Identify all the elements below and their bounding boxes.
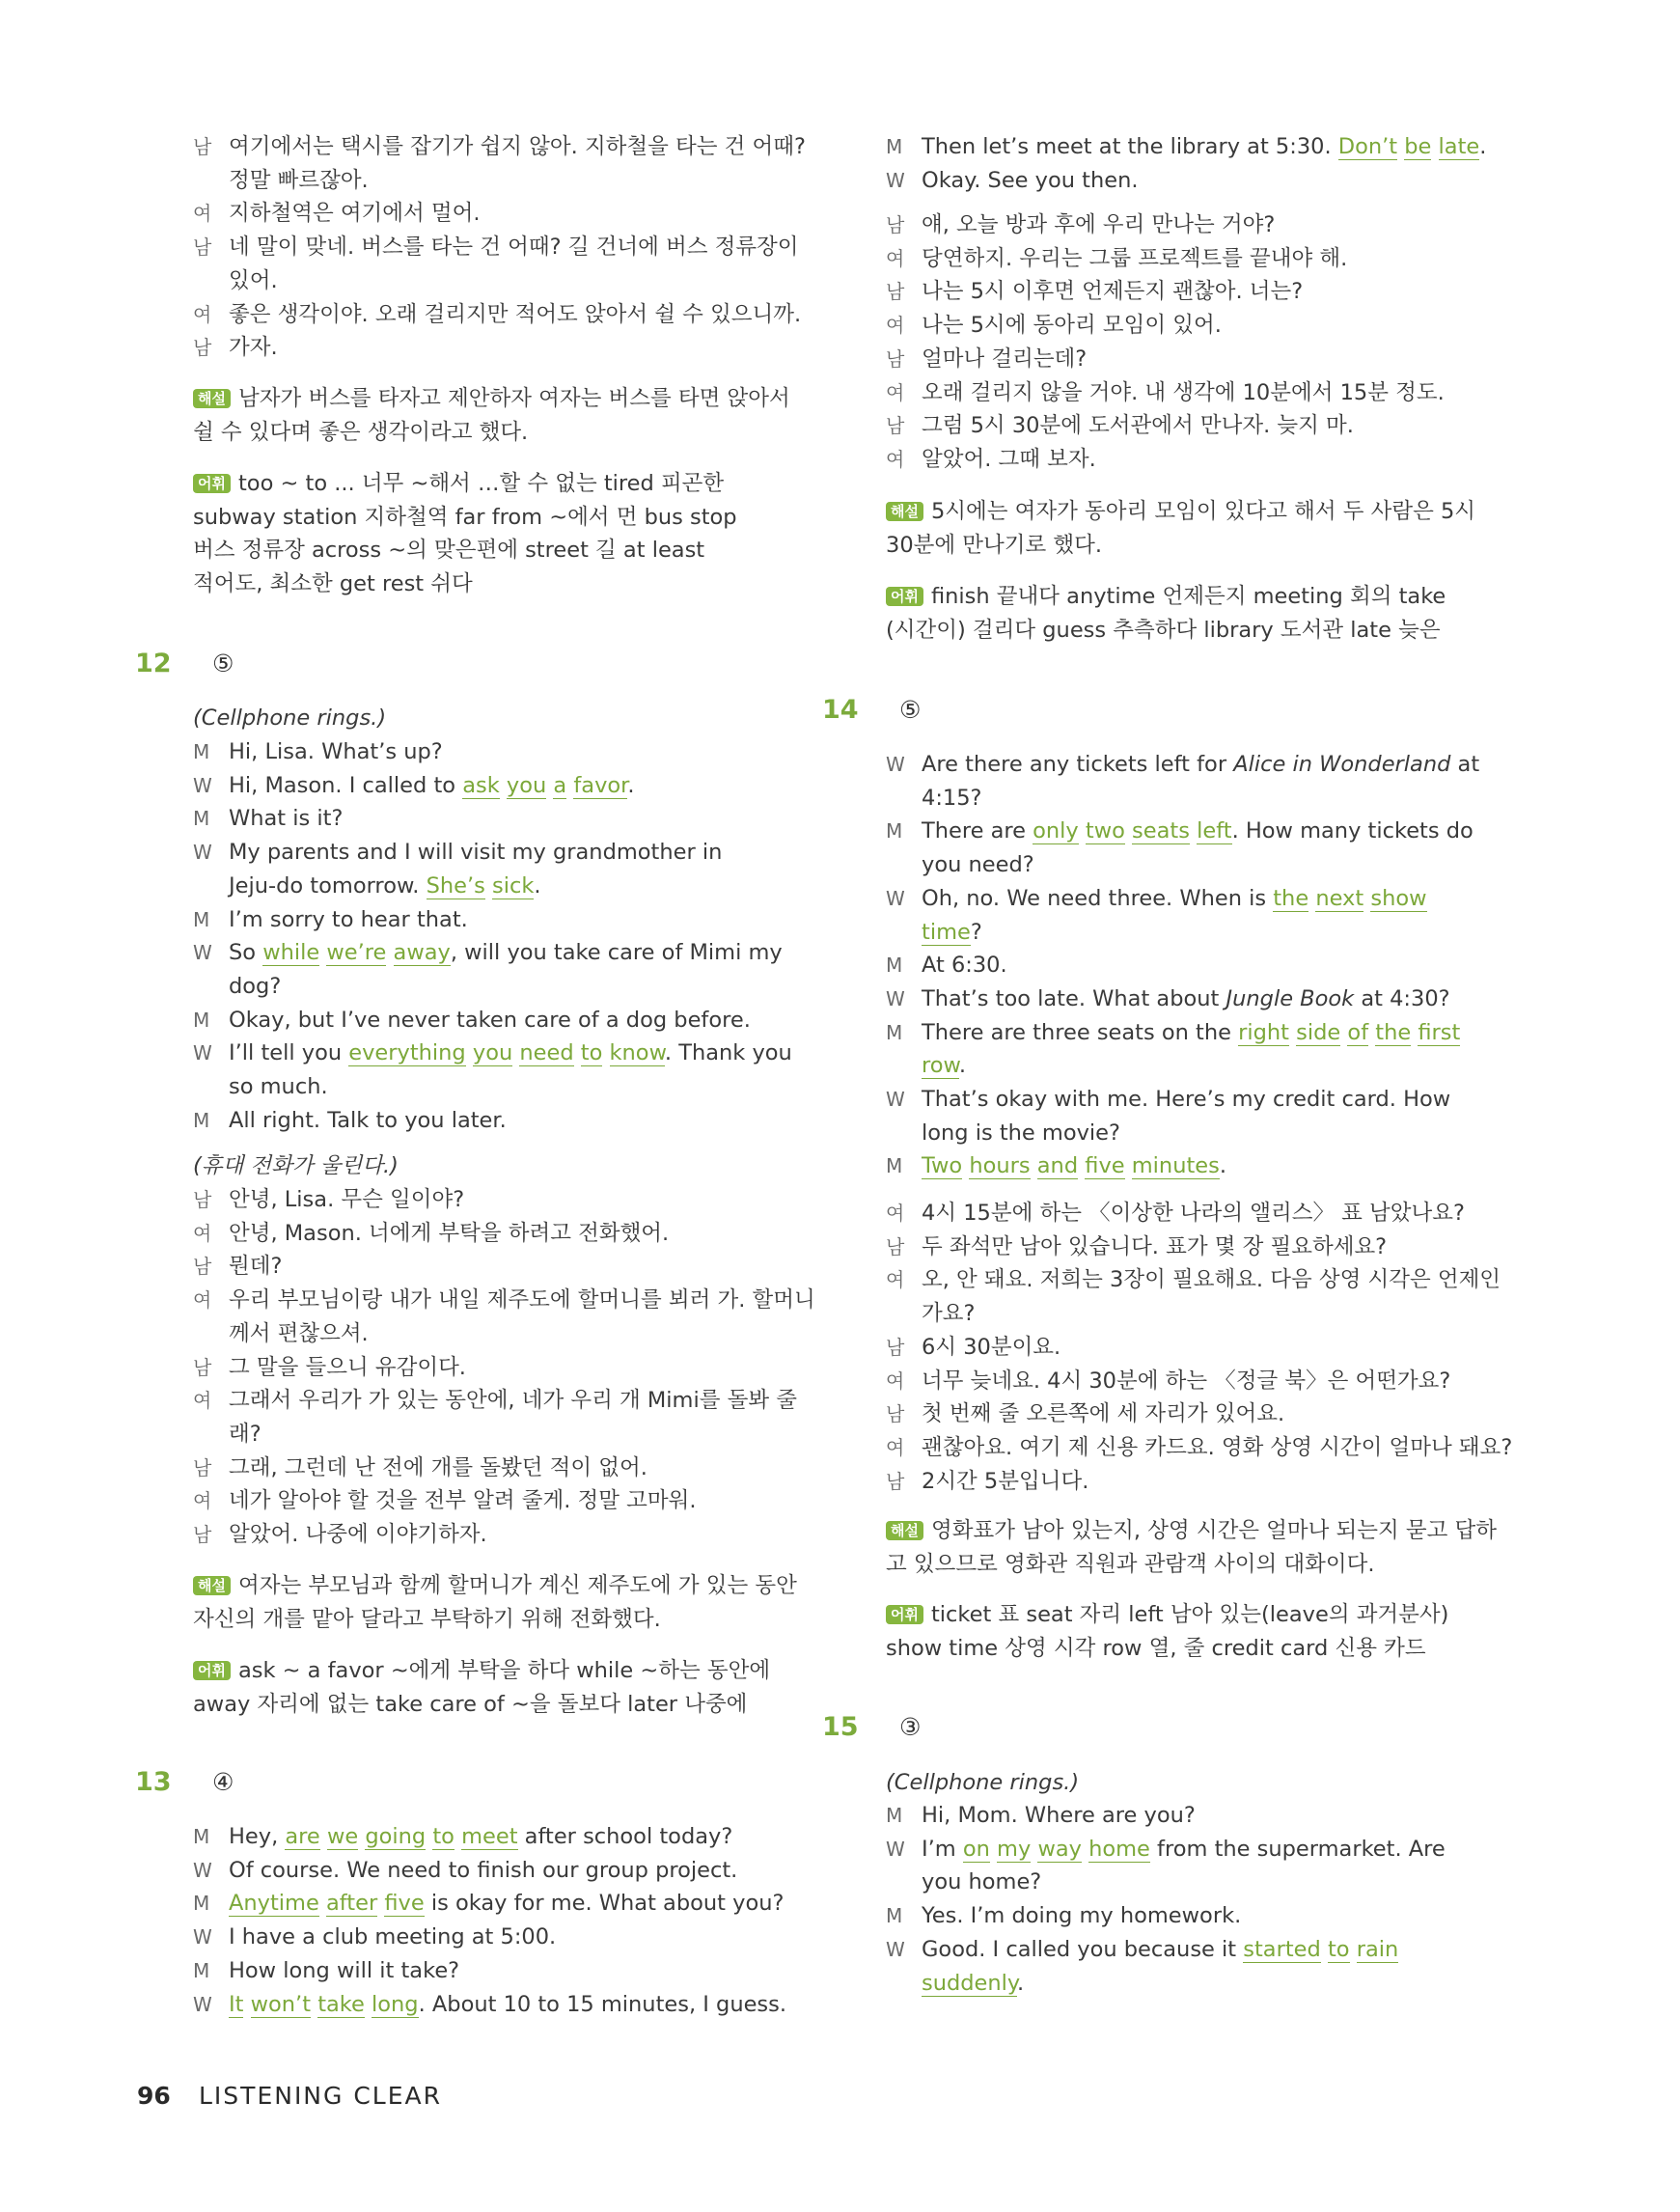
speaker-label: W xyxy=(193,941,212,965)
speaker-label: M xyxy=(193,807,210,831)
speaker-label: W xyxy=(886,753,905,776)
answer-blank-word: know xyxy=(609,1040,665,1066)
speaker-label: 남 xyxy=(193,1255,212,1279)
question-12-answer: ⑤ xyxy=(212,650,234,677)
answer-blank-word: to xyxy=(1327,1936,1350,1962)
speaker-label: W xyxy=(886,986,905,1010)
answer-blank-word: favor xyxy=(573,772,628,798)
vocabulary: 버스 정류장 across ~의 맞은편에 street 길 at least xyxy=(193,538,705,564)
line-text: 지하철역은 여기에서 멀어. xyxy=(229,201,481,227)
answer-blank-word: late xyxy=(1438,134,1480,159)
answer-blank-word: ask xyxy=(462,772,500,798)
answer-blank-word: everything xyxy=(348,1040,466,1066)
speaker-label: W xyxy=(193,773,212,797)
vocabulary: subway station 지하철역 far from ~에서 먼 bus stop xyxy=(193,504,737,530)
answer-blank-word: minutes xyxy=(1131,1153,1220,1179)
line-text: 4시 15분에 하는 〈이상한 나라의 앨리스〉 표 남았나요? xyxy=(922,1201,1465,1226)
explanation: 30분에 만나기로 했다. xyxy=(886,532,1102,558)
answer-blank-word: rain xyxy=(1356,1936,1399,1962)
line-text: 알았어. 그때 보자. xyxy=(922,446,1096,472)
line-text: My parents and I will visit my grandmother in xyxy=(229,840,723,866)
explanation: 고 있으므로 영화관 직원과 관람객 사이의 대화이다. xyxy=(886,1551,1375,1577)
question-14-number: 14 xyxy=(822,695,859,725)
line-text: Two hours and five minutes. xyxy=(922,1153,1226,1179)
line-text: What is it? xyxy=(229,806,344,832)
question-13-number: 13 xyxy=(135,1767,172,1797)
speaker-label: 남 xyxy=(193,1355,212,1379)
line-text: I have a club meeting at 5:00. xyxy=(229,1924,557,1950)
vocabulary-badge: 어휘 xyxy=(193,1661,231,1680)
answer-blank-word: my xyxy=(997,1836,1032,1862)
speaker-label: 여 xyxy=(886,1202,905,1225)
question-13-answer: ④ xyxy=(212,1768,234,1796)
vocabulary: 어휘 too ~ to ... 너무 ~해서 …할 수 없는 tired 피곤한 xyxy=(193,469,724,498)
line-text: time? xyxy=(922,919,982,945)
speaker-label: 여 xyxy=(193,1489,212,1513)
line-text: Then let’s meet at the library at 5:30. Don’t be late. xyxy=(922,134,1487,159)
italic-title: Jungle Book xyxy=(1226,985,1355,1011)
line-text: 정말 빠르잖아. xyxy=(229,167,369,193)
speaker-label: W xyxy=(886,1837,905,1861)
line-text: 얘, 오늘 방과 후에 우리 만나는 거야? xyxy=(922,212,1276,237)
line-text: 가요? xyxy=(922,1301,976,1327)
explanation: 해설 영화표가 남아 있는지, 상영 시간은 얼마나 되는지 묻고 답하 xyxy=(886,1516,1497,1545)
stage-direction: (Cellphone rings.) xyxy=(886,1770,1080,1795)
line-text: I’m sorry to hear that. xyxy=(229,906,468,932)
speaker-label: 여 xyxy=(886,1369,905,1393)
speaker-label: M xyxy=(886,1154,903,1178)
speaker-label: W xyxy=(193,841,212,865)
answer-blank-word: started xyxy=(1243,1936,1321,1962)
line-text: 오래 걸리지 않을 거야. 내 생각에 10분에서 15분 정도. xyxy=(922,379,1445,405)
answer-blank-word: side xyxy=(1296,1019,1341,1045)
speaker-label: M xyxy=(886,954,903,978)
answer-blank-word: She’s xyxy=(426,872,485,899)
line-text: long is the movie? xyxy=(922,1120,1120,1146)
line-text: 첫 번째 줄 오른쪽에 세 자리가 있어요. xyxy=(922,1401,1285,1427)
answer-blank-word: the xyxy=(1273,885,1309,911)
answer-blank-word: It xyxy=(229,1991,244,2017)
vocabulary: 어휘 ask ~ a favor ~에게 부탁을 하다 while ~하는 동안에 xyxy=(193,1656,770,1685)
speaker-label: 남 xyxy=(886,280,905,304)
italic-title: Alice in Wonderland xyxy=(1233,752,1451,777)
line-text: 께서 편찮으셔. xyxy=(229,1320,369,1346)
speaker-label: 여 xyxy=(886,314,905,338)
speaker-label: 여 xyxy=(886,380,905,404)
answer-blank-word: need xyxy=(519,1040,574,1066)
line-text: 6시 30분이요. xyxy=(922,1334,1061,1360)
speaker-label: 여 xyxy=(886,1268,905,1292)
book-title: LISTENING CLEAR xyxy=(199,2082,442,2110)
answer-blank-word: Anytime xyxy=(229,1891,319,1917)
answer-blank-word: after xyxy=(325,1891,378,1917)
answer-blank-word: you xyxy=(506,772,547,798)
answer-blank-word: to xyxy=(580,1040,603,1066)
answer-blank-word: hours xyxy=(969,1153,1031,1179)
answer-blank-word: five xyxy=(1085,1153,1125,1179)
speaker-label: 남 xyxy=(193,1523,212,1546)
answer-blank-word: two xyxy=(1085,818,1125,844)
line-text: 2시간 5분입니다. xyxy=(922,1468,1089,1494)
line-text: 그래, 그런데 난 전에 개를 돌봤던 적이 없어. xyxy=(229,1454,647,1480)
speaker-label: W xyxy=(886,1088,905,1111)
page-number: 96 xyxy=(137,2082,171,2110)
speaker-label: M xyxy=(886,1804,903,1827)
explanation: 해설 남자가 버스를 타자고 제안하자 여자는 버스를 타면 앉아서 xyxy=(193,384,790,413)
answer-blank-word: suddenly xyxy=(922,1970,1018,1996)
speaker-label: 남 xyxy=(886,1335,905,1359)
speaker-label: 여 xyxy=(193,1389,212,1413)
answer-blank-word: Don’t xyxy=(1337,134,1398,159)
line-text: I’m on my way home from the supermarket. Are xyxy=(922,1836,1446,1862)
answer-blank-word: on xyxy=(962,1836,990,1862)
stage-direction: (Cellphone rings.) xyxy=(193,705,387,731)
line-text: Anytime after five is okay for me. What about you? xyxy=(229,1891,785,1917)
answer-blank-word: five xyxy=(384,1891,425,1917)
line-text: That’s okay with me. Here’s my credit card. How xyxy=(922,1087,1451,1112)
line-text: Hey, are we going to meet after school today? xyxy=(229,1824,733,1849)
line-text: 우리 부모님이랑 내가 내일 제주도에 할머니를 뵈러 가. 할머니 xyxy=(229,1287,815,1313)
speaker-label: M xyxy=(886,1020,903,1044)
line-text: 안녕, Lisa. 무슨 일이야? xyxy=(229,1187,465,1212)
line-text: 좋은 생각이야. 오래 걸리지만 적어도 앉아서 쉴 수 있으니까. xyxy=(229,301,802,327)
line-text: Hi, Mason. I called to ask you a favor. xyxy=(229,772,635,798)
line-text: 너무 늦네요. 4시 30분에 하는 〈정글 북〉은 어떤가요? xyxy=(922,1368,1451,1394)
answer-blank-word: meet xyxy=(461,1824,518,1849)
speaker-label: M xyxy=(193,1108,210,1132)
line-text: Jeju-do tomorrow. She’s sick. xyxy=(229,872,541,899)
explanation-badge: 해설 xyxy=(193,1576,231,1595)
speaker-label: 남 xyxy=(886,1402,905,1426)
explanation-badge: 해설 xyxy=(886,502,923,521)
vocabulary-badge: 어휘 xyxy=(886,1605,923,1624)
answer-blank-word: of xyxy=(1347,1019,1369,1045)
question-12-number: 12 xyxy=(135,649,172,678)
line-text: 여기에서는 택시를 잡기가 쉽지 않아. 지하철을 타는 건 어때? xyxy=(229,134,806,159)
speaker-label: M xyxy=(886,135,903,158)
answer-blank-word: while xyxy=(262,940,320,966)
stage-direction-ko: (휴대 전화가 울린다.) xyxy=(193,1153,399,1178)
vocabulary: away 자리에 없는 take care of ~을 돌보다 later 나중에 xyxy=(193,1691,748,1717)
answer-blank-word: take xyxy=(317,1991,365,2017)
line-text: 네 말이 맞네. 버스를 타는 건 어때? 길 건너에 버스 정류장이 xyxy=(229,235,799,261)
answer-blank-word: sick xyxy=(492,872,535,899)
speaker-label: M xyxy=(193,1825,210,1848)
explanation: 자신의 개를 맡아 달라고 부탁하기 위해 전화했다. xyxy=(193,1606,661,1632)
speaker-label: M xyxy=(193,1958,210,1982)
answer-blank-word: we’re xyxy=(326,940,387,966)
speaker-label: W xyxy=(886,168,905,192)
speaker-label: M xyxy=(193,1008,210,1032)
speaker-label: 남 xyxy=(886,1234,905,1258)
speaker-label: M xyxy=(193,740,210,763)
speaker-label: 여 xyxy=(886,246,905,270)
speaker-label: M xyxy=(193,907,210,931)
line-text: Of course. We need to finish our group project. xyxy=(229,1857,738,1883)
line-text: 4:15? xyxy=(922,785,982,811)
speaker-label: 남 xyxy=(193,1188,212,1211)
answer-blank-word: Two xyxy=(922,1153,963,1179)
answer-blank-word: next xyxy=(1315,885,1364,911)
vocabulary-badge: 어휘 xyxy=(886,587,923,606)
speaker-label: W xyxy=(193,1925,212,1949)
vocabulary-badge: 어휘 xyxy=(193,474,231,493)
speaker-label: 여 xyxy=(193,1221,212,1245)
line-text: Okay, but I’ve never taken care of a dog before. xyxy=(229,1007,751,1033)
line-text: suddenly. xyxy=(922,1970,1025,1996)
line-text: row. xyxy=(922,1053,967,1079)
answer-blank-word: way xyxy=(1037,1836,1082,1862)
speaker-label: 남 xyxy=(193,336,212,360)
answer-blank-word: right xyxy=(1238,1019,1289,1045)
line-text: Good. I called you because it started to rain xyxy=(922,1936,1399,1962)
speaker-label: 남 xyxy=(193,1455,212,1479)
line-text: 나는 5시에 동아리 모임이 있어. xyxy=(922,313,1222,339)
speaker-label: W xyxy=(193,1041,212,1065)
line-text: so much. xyxy=(229,1074,328,1099)
answer-blank-word: you xyxy=(472,1040,513,1066)
speaker-label: 여 xyxy=(886,447,905,471)
line-text: 가자. xyxy=(229,335,278,361)
answer-blank-word: to xyxy=(432,1824,454,1849)
answer-blank-word: and xyxy=(1036,1153,1079,1179)
speaker-label: 여 xyxy=(193,302,212,326)
explanation: 해설 5시에는 여자가 동아리 모임이 있다고 해서 두 사람은 5시 xyxy=(886,497,1475,526)
question-15-number: 15 xyxy=(822,1712,859,1742)
line-text: It won’t take long. About 10 to 15 minutes, I guess. xyxy=(229,1991,787,2017)
line-text: Are there any tickets left for Alice in Wonderland at xyxy=(922,752,1480,777)
line-text: 그래서 우리가 가 있는 동안에, 네가 우리 개 Mimi를 돌봐 줄 xyxy=(229,1388,797,1414)
line-text: dog? xyxy=(229,973,282,999)
line-text: 나는 5시 이후면 언제든지 괜찮아. 너는? xyxy=(922,279,1304,305)
answer-blank-word: a xyxy=(553,772,567,798)
answer-blank-word: the xyxy=(1375,1019,1412,1045)
vocabulary: show time 상영 시각 row 열, 줄 credit card 신용 카드 xyxy=(886,1635,1426,1661)
speaker-label: W xyxy=(886,1937,905,1961)
explanation-badge: 해설 xyxy=(886,1521,923,1540)
line-text: 네가 알아야 할 것을 전부 알려 줄게. 정말 고마워. xyxy=(229,1488,697,1514)
answer-blank-word: row xyxy=(922,1053,959,1079)
line-text: you home? xyxy=(922,1869,1042,1895)
line-text: 얼마나 걸리는데? xyxy=(922,346,1088,372)
line-text: Hi, Mom. Where are you? xyxy=(922,1803,1196,1828)
vocabulary: 어휘 ticket 표 seat 자리 left 남아 있는(leave의 과거분사) xyxy=(886,1600,1448,1629)
line-text: 있어. xyxy=(229,267,278,293)
speaker-label: W xyxy=(886,886,905,910)
line-text: 오, 안 돼요. 저희는 3장이 필요해요. 다음 상영 시각은 언제인 xyxy=(922,1267,1501,1293)
line-text: At 6:30. xyxy=(922,953,1007,979)
vocabulary: 적어도, 최소한 get rest 쉬다 xyxy=(193,571,473,597)
explanation-badge: 해설 xyxy=(193,389,231,408)
line-text: 그 말을 들으니 유감이다. xyxy=(229,1354,466,1380)
speaker-label: 남 xyxy=(193,235,212,260)
line-text: I’ll tell you everything you need to know. Thank you xyxy=(229,1040,792,1066)
answer-blank-word: are xyxy=(285,1824,320,1849)
speaker-label: 여 xyxy=(193,202,212,226)
explanation: 쉴 수 있다며 좋은 생각이라고 했다. xyxy=(193,419,529,445)
answer-blank-word: we xyxy=(326,1824,359,1849)
speaker-label: 남 xyxy=(886,213,905,236)
question-14-answer: ⑤ xyxy=(899,696,922,724)
answer-blank-word: show xyxy=(1370,885,1427,911)
answer-blank-word: won’t xyxy=(250,1991,312,2017)
speaker-label: W xyxy=(193,1992,212,2016)
speaker-label: M xyxy=(886,819,903,843)
line-text: That’s too late. What about Jungle Book at 4:30? xyxy=(922,985,1450,1011)
answer-blank-word: only xyxy=(1033,818,1079,844)
line-text: 래? xyxy=(229,1421,262,1447)
answer-blank-word: first xyxy=(1418,1019,1461,1045)
vocabulary: (시간이) 걸리다 guess 추측하다 library 도서관 late 늦은 xyxy=(886,617,1441,643)
line-text: you need? xyxy=(922,852,1034,878)
line-text: 안녕, Mason. 너에게 부탁을 하려고 전화했어. xyxy=(229,1220,670,1246)
line-text: There are only two seats left. How many tickets do xyxy=(922,818,1473,844)
line-text: So while we’re away, will you take care of Mimi my xyxy=(229,940,783,966)
line-text: 당연하지. 우리는 그룹 프로젝트를 끝내야 해. xyxy=(922,245,1348,271)
speaker-label: 남 xyxy=(886,346,905,371)
answer-blank-word: long xyxy=(372,1991,419,2017)
answer-blank-word: be xyxy=(1404,134,1432,159)
answer-blank-word: time xyxy=(922,919,971,945)
vocabulary: 어휘 finish 끝내다 anytime 언제든지 meeting 회의 take xyxy=(886,582,1446,611)
line-text: Okay. See you then. xyxy=(922,167,1139,193)
speaker-label: 여 xyxy=(193,1288,212,1313)
answer-blank-word: away xyxy=(393,940,451,966)
speaker-label: 여 xyxy=(886,1435,905,1459)
speaker-label: M xyxy=(886,1904,903,1928)
line-text: All right. Talk to you later. xyxy=(229,1107,507,1133)
speaker-label: M xyxy=(193,1892,210,1916)
explanation: 해설 여자는 부모님과 함께 할머니가 계신 제주도에 가 있는 동안 xyxy=(193,1571,797,1600)
line-text: Oh, no. We need three. When is the next show xyxy=(922,885,1427,911)
answer-blank-word: seats xyxy=(1132,818,1190,844)
line-text: 알았어. 나중에 이야기하자. xyxy=(229,1522,487,1547)
speaker-label: 남 xyxy=(193,135,212,158)
speaker-label: 남 xyxy=(886,414,905,438)
question-15-answer: ③ xyxy=(899,1713,922,1741)
answer-blank-word: left xyxy=(1197,818,1232,844)
line-text: Yes. I’m doing my homework. xyxy=(922,1903,1242,1929)
answer-blank-word: going xyxy=(365,1824,427,1849)
line-text: How long will it take? xyxy=(229,1957,460,1983)
speaker-label: W xyxy=(193,1858,212,1882)
line-text: 뭔데? xyxy=(229,1254,283,1280)
line-text: 두 좌석만 남아 있습니다. 표가 몇 장 필요하세요? xyxy=(922,1233,1388,1259)
line-text: Hi, Lisa. What’s up? xyxy=(229,739,443,764)
line-text: 괜찮아요. 여기 제 신용 카드요. 영화 상영 시간이 얼마나 돼요? xyxy=(922,1434,1513,1460)
line-text: 그럼 5시 30분에 도서관에서 만나자. 늦지 마. xyxy=(922,413,1354,439)
line-text: There are three seats on the right side of the first xyxy=(922,1019,1461,1045)
answer-blank-word: home xyxy=(1088,1836,1150,1862)
speaker-label: 남 xyxy=(886,1469,905,1493)
